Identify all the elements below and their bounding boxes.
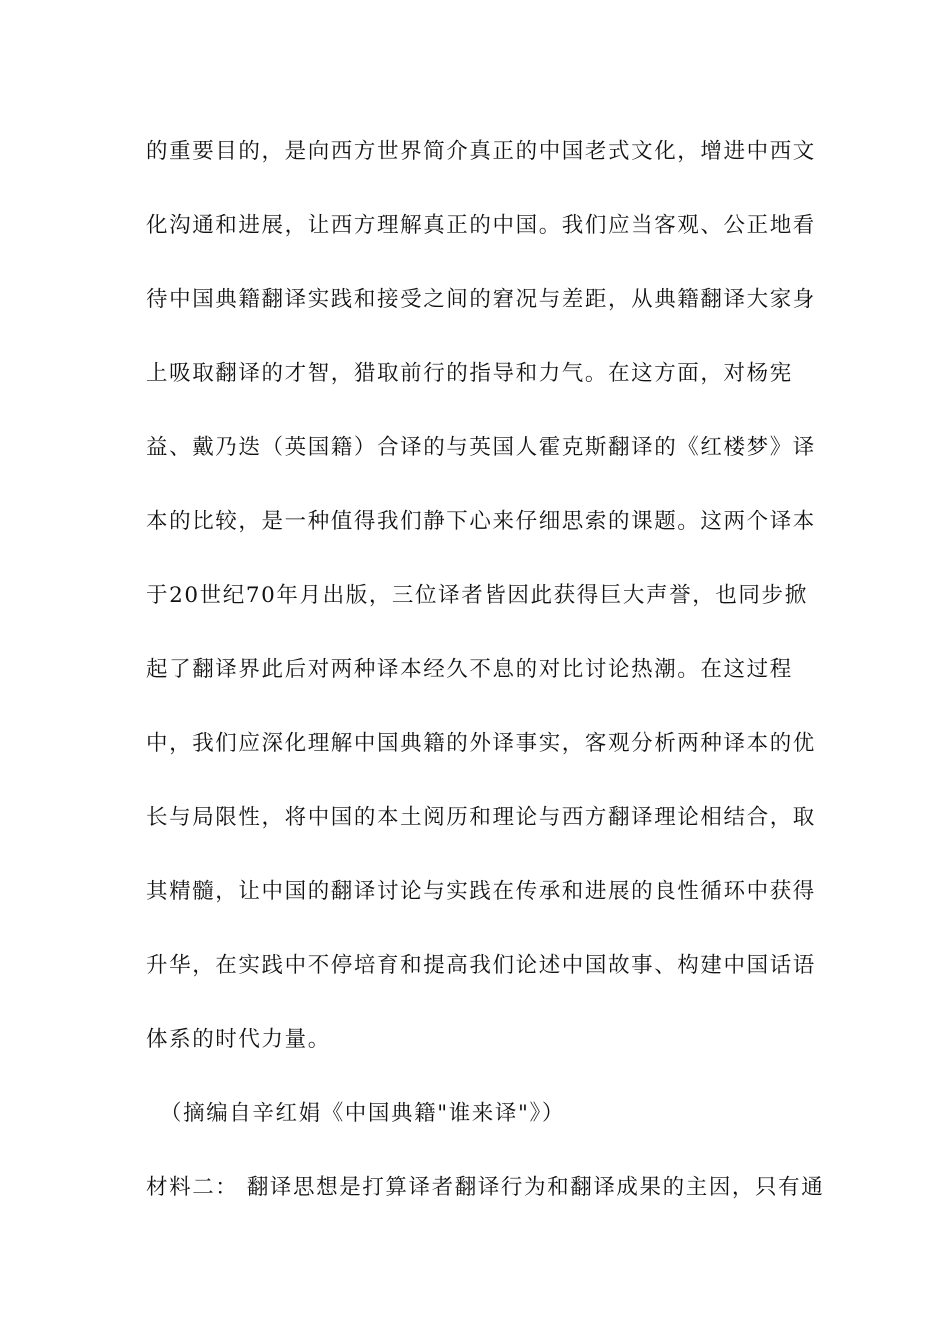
material-two-line: 材料二： 翻译思想是打算译者翻译行为和翻译成果的主因，只有通 [146, 1175, 825, 1200]
body-line: 于20世纪70年月出版，三位译者皆因此获得巨大声誉，也同步掀 [146, 583, 808, 608]
body-line: 上吸取翻译的才智，猎取前行的指导和力气。在这方面，对杨宪 [146, 361, 793, 386]
body-line: 本的比较，是一种值得我们静下心来仔细思索的课题。这两个译本 [146, 509, 816, 534]
body-line: 其精髓，让中国的翻译讨论与实践在传承和进展的良性循环中获得 [146, 879, 816, 904]
body-line: 待中国典籍翻译实践和接受之间的窘况与差距，从典籍翻译大家身 [146, 287, 816, 312]
source-caption: （摘编自辛红娟《中国典籍"谁来译"》） [160, 1101, 565, 1126]
body-line: 的重要目的，是向西方世界简介真正的中国老式文化，增进中西文 [146, 139, 816, 164]
body-line: 益、戴乃迭（英国籍）合译的与英国人霍克斯翻译的《红楼梦》译 [146, 435, 816, 460]
body-line: 化沟通和进展，让西方理解真正的中国。我们应当客观、公正地看 [146, 213, 816, 238]
body-line: 中，我们应深化理解中国典籍的外译事实，客观分析两种译本的优 [146, 731, 816, 756]
body-line: 体系的时代力量。 [146, 1027, 331, 1052]
body-line: 长与局限性，将中国的本土阅历和理论与西方翻译理论相结合，取 [146, 805, 816, 830]
body-line: 起了翻译界此后对两种译本经久不息的对比讨论热潮。在这过程 [146, 657, 793, 682]
body-line: 升华，在实践中不停培育和提高我们论述中国故事、构建中国话语 [146, 953, 816, 978]
